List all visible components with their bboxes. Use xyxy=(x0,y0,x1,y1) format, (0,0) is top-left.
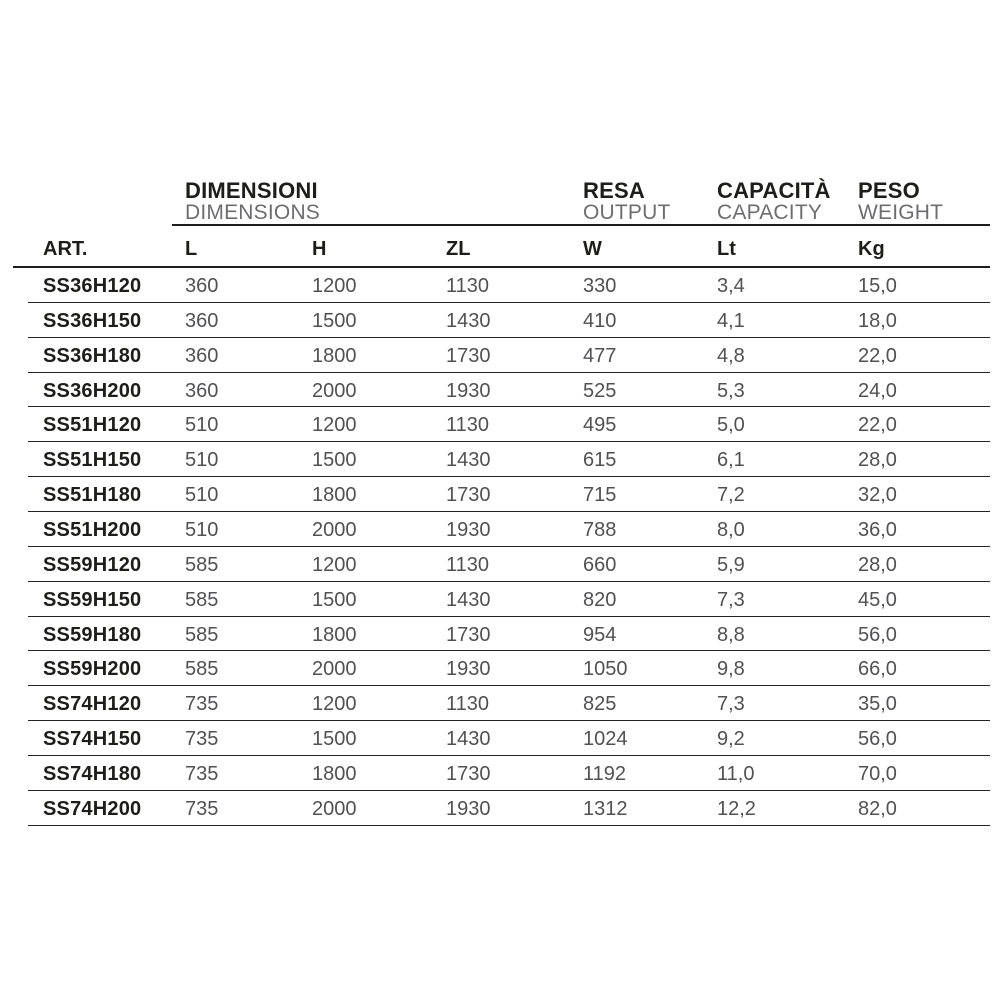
column-header-art: ART. xyxy=(43,238,88,260)
column-header-lt: Lt xyxy=(717,238,736,260)
cell-kg: 28,0 xyxy=(858,553,897,576)
cell-lt: 9,2 xyxy=(717,728,745,751)
cell-w: 1050 xyxy=(583,658,628,681)
table-row xyxy=(13,582,990,617)
cell-kg: 56,0 xyxy=(858,623,897,646)
cell-zl: 1730 xyxy=(446,484,491,507)
cell-kg: 22,0 xyxy=(858,344,897,367)
cell-zl: 1730 xyxy=(446,344,491,367)
cell-lt: 4,8 xyxy=(717,344,745,367)
cell-w: 525 xyxy=(583,379,617,402)
table-row xyxy=(13,477,990,512)
cell-lt: 4,1 xyxy=(717,309,745,332)
group-subtitle-dimensions: DIMENSIONS xyxy=(185,201,321,224)
cell-kg: 24,0 xyxy=(858,379,897,402)
cell-zl: 1930 xyxy=(446,379,491,402)
cell-l: 735 xyxy=(185,762,219,785)
cell-w: 495 xyxy=(583,414,617,437)
cell-h: 1500 xyxy=(312,728,357,751)
cell-zl: 1730 xyxy=(446,623,491,646)
cell-article: SS36H150 xyxy=(43,309,142,332)
table-row xyxy=(13,407,990,442)
cell-lt: 3,4 xyxy=(717,274,745,297)
cell-article: SS59H120 xyxy=(43,553,142,576)
cell-kg: 32,0 xyxy=(858,484,897,507)
cell-h: 2000 xyxy=(312,379,357,402)
column-header-zl: ZL xyxy=(446,238,471,260)
table-row xyxy=(13,651,990,686)
table-row xyxy=(13,791,990,826)
cell-l: 585 xyxy=(185,658,219,681)
cell-kg: 18,0 xyxy=(858,309,897,332)
cell-lt: 8,8 xyxy=(717,623,745,646)
spec-table xyxy=(13,178,990,826)
table-row xyxy=(13,512,990,547)
cell-article: SS74H120 xyxy=(43,693,142,716)
group-title-capacita: CAPACITÀ xyxy=(717,178,831,203)
cell-article: SS51H200 xyxy=(43,518,142,541)
cell-article: SS51H150 xyxy=(43,449,142,472)
cell-w: 788 xyxy=(583,518,617,541)
table-row xyxy=(13,617,990,652)
cell-kg: 35,0 xyxy=(858,693,897,716)
group-title-peso: PESO xyxy=(858,178,920,203)
cell-kg: 15,0 xyxy=(858,274,897,297)
cell-l: 360 xyxy=(185,379,219,402)
cell-zl: 1430 xyxy=(446,728,491,751)
cell-zl: 1930 xyxy=(446,518,491,541)
cell-h: 1800 xyxy=(312,623,357,646)
table-row xyxy=(13,303,990,338)
table-row xyxy=(13,756,990,791)
group-underline xyxy=(172,224,990,226)
cell-l: 735 xyxy=(185,728,219,751)
cell-w: 1024 xyxy=(583,728,628,751)
cell-zl: 1430 xyxy=(446,588,491,611)
cell-l: 360 xyxy=(185,274,219,297)
cell-lt: 11,0 xyxy=(717,762,755,785)
group-title-dimensioni: DIMENSIONI xyxy=(185,178,318,203)
column-group-weight xyxy=(858,180,990,224)
column-group-row xyxy=(13,178,990,224)
cell-l: 360 xyxy=(185,344,219,367)
cell-article: SS51H120 xyxy=(43,414,142,437)
cell-w: 825 xyxy=(583,693,617,716)
cell-zl: 1930 xyxy=(446,658,491,681)
table-row xyxy=(13,547,990,582)
column-header-kg: Kg xyxy=(858,238,885,260)
cell-article: SS59H150 xyxy=(43,588,142,611)
cell-lt: 5,3 xyxy=(717,379,745,402)
cell-article: SS74H150 xyxy=(43,728,142,751)
cell-kg: 28,0 xyxy=(858,449,897,472)
cell-w: 615 xyxy=(583,449,617,472)
cell-l: 735 xyxy=(185,797,219,820)
cell-l: 510 xyxy=(185,518,219,541)
cell-kg: 70,0 xyxy=(858,762,897,785)
group-title-resa: RESA xyxy=(583,178,645,203)
cell-kg: 82,0 xyxy=(858,797,897,820)
cell-zl: 1130 xyxy=(446,274,490,297)
cell-w: 954 xyxy=(583,623,617,646)
cell-zl: 1730 xyxy=(446,762,491,785)
cell-kg: 22,0 xyxy=(858,414,897,437)
cell-h: 1500 xyxy=(312,309,357,332)
table-row xyxy=(13,686,990,721)
cell-h: 1800 xyxy=(312,344,357,367)
cell-h: 1200 xyxy=(312,693,357,716)
cell-w: 1312 xyxy=(583,797,628,820)
cell-lt: 7,3 xyxy=(717,693,745,716)
table-row xyxy=(13,721,990,756)
column-header-h: H xyxy=(312,238,327,260)
table-row xyxy=(13,442,990,477)
cell-l: 585 xyxy=(185,553,219,576)
cell-zl: 1130 xyxy=(446,414,490,437)
cell-h: 2000 xyxy=(312,797,357,820)
cell-article: SS36H180 xyxy=(43,344,142,367)
cell-w: 410 xyxy=(583,309,617,332)
cell-l: 585 xyxy=(185,588,219,611)
column-header-w: W xyxy=(583,238,602,260)
cell-l: 510 xyxy=(185,414,219,437)
cell-zl: 1930 xyxy=(446,797,491,820)
cell-h: 2000 xyxy=(312,518,357,541)
table-row xyxy=(13,373,990,408)
cell-kg: 56,0 xyxy=(858,728,897,751)
group-subtitle-weight: WEIGHT xyxy=(858,201,944,224)
cell-lt: 7,3 xyxy=(717,588,745,611)
row-separator xyxy=(28,825,990,826)
cell-zl: 1130 xyxy=(446,553,490,576)
cell-lt: 7,2 xyxy=(717,484,745,507)
cell-lt: 6,1 xyxy=(717,449,745,472)
cell-h: 1200 xyxy=(312,274,357,297)
cell-lt: 12,2 xyxy=(717,797,756,820)
cell-zl: 1430 xyxy=(446,309,491,332)
table-row xyxy=(13,338,990,373)
cell-article: SS59H200 xyxy=(43,658,142,681)
cell-article: SS74H200 xyxy=(43,797,142,820)
cell-kg: 45,0 xyxy=(858,588,897,611)
cell-w: 477 xyxy=(583,344,617,367)
column-header-row xyxy=(13,224,990,268)
cell-h: 1800 xyxy=(312,484,357,507)
cell-w: 715 xyxy=(583,484,617,507)
cell-h: 2000 xyxy=(312,658,357,681)
cell-h: 1500 xyxy=(312,449,357,472)
column-group-capacity xyxy=(717,180,858,224)
column-group-dimensions xyxy=(185,180,583,224)
cell-zl: 1430 xyxy=(446,449,491,472)
cell-l: 510 xyxy=(185,484,219,507)
cell-article: SS51H180 xyxy=(43,484,142,507)
cell-h: 1800 xyxy=(312,762,357,785)
cell-w: 1192 xyxy=(583,762,627,785)
cell-l: 585 xyxy=(185,623,219,646)
cell-article: SS36H200 xyxy=(43,379,142,402)
column-group-output xyxy=(583,180,717,224)
cell-kg: 66,0 xyxy=(858,658,897,681)
group-subtitle-capacity: CAPACITY xyxy=(717,201,823,224)
group-subtitle-output: OUTPUT xyxy=(583,201,671,224)
cell-h: 1200 xyxy=(312,553,357,576)
cell-article: SS74H180 xyxy=(43,762,142,785)
cell-h: 1500 xyxy=(312,588,357,611)
cell-w: 330 xyxy=(583,274,617,297)
cell-article: SS36H120 xyxy=(43,274,142,297)
cell-kg: 36,0 xyxy=(858,518,897,541)
cell-w: 820 xyxy=(583,588,617,611)
cell-article: SS59H180 xyxy=(43,623,142,646)
cell-l: 735 xyxy=(185,693,219,716)
table-row xyxy=(13,268,990,303)
cell-l: 510 xyxy=(185,449,219,472)
cell-lt: 5,9 xyxy=(717,553,745,576)
column-header-l: L xyxy=(185,238,198,260)
cell-l: 360 xyxy=(185,309,219,332)
cell-zl: 1130 xyxy=(446,693,490,716)
cell-lt: 5,0 xyxy=(717,414,745,437)
cell-lt: 9,8 xyxy=(717,658,745,681)
cell-lt: 8,0 xyxy=(717,518,745,541)
cell-w: 660 xyxy=(583,553,617,576)
cell-h: 1200 xyxy=(312,414,357,437)
